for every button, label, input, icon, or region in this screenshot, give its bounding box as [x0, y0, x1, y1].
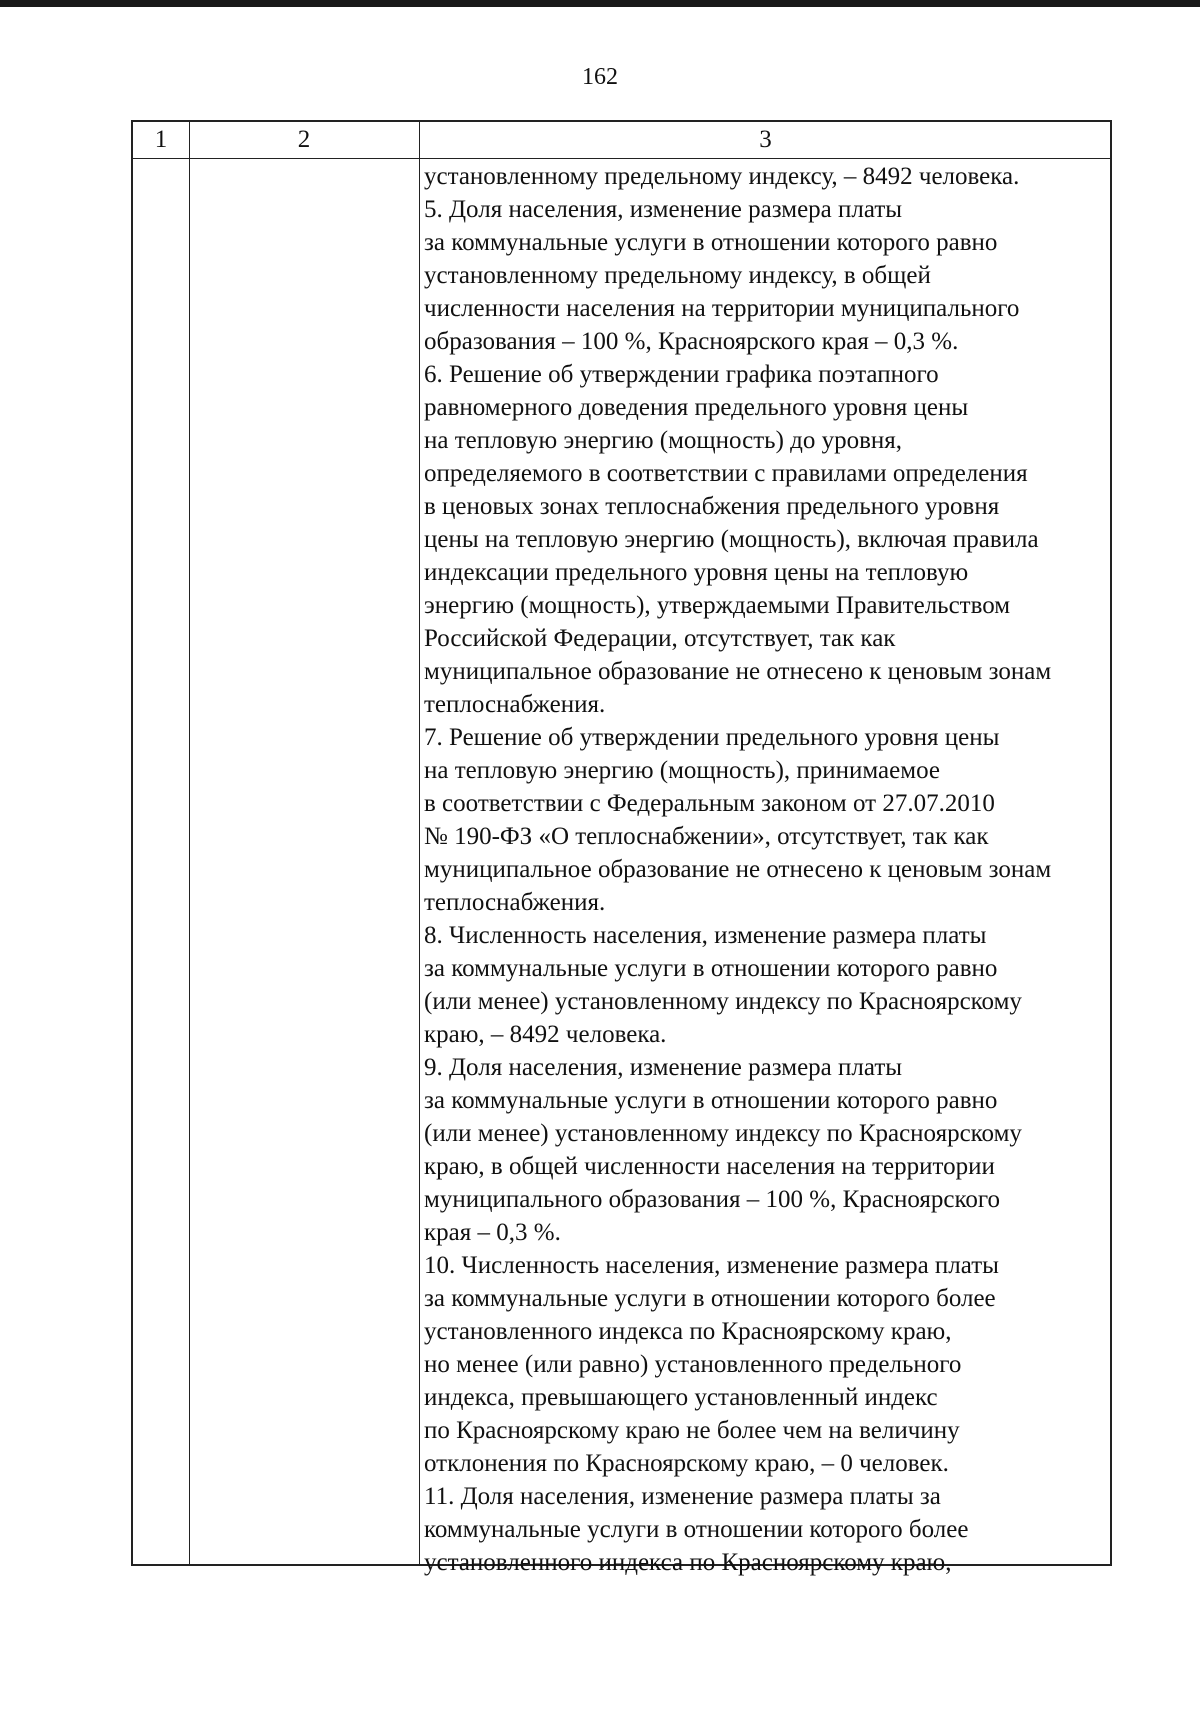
text-line: в ценовых зонах теплоснабжения предельного уровня: [424, 493, 1000, 520]
text-line: за коммунальные услуги в отношении которого равно: [424, 955, 998, 982]
text-line: 5. Доля населения, изменение размера платы: [424, 196, 903, 223]
scan-edge: [0, 0, 1200, 7]
column-header-1: 1: [154, 126, 168, 153]
text-line: № 190-ФЗ «О теплоснабжении», отсутствует, так как: [424, 823, 989, 850]
text-line: по Красноярскому краю не более чем на величину: [424, 1417, 960, 1444]
text-line: установленного индекса по Красноярскому краю,: [424, 1318, 952, 1345]
text-line: установленному предельному индексу, – 8492 человека.: [424, 163, 1020, 190]
text-line: (или менее) установленному индексу по Красноярскому: [424, 1120, 1022, 1147]
text-line: теплоснабжения.: [424, 889, 606, 916]
text-line: энергию (мощность), утверждаемыми Правительством: [424, 592, 1011, 619]
text-line: цены на тепловую энергию (мощность), включая правила: [424, 526, 1039, 553]
text-line: на тепловую энергию (мощность), принимаемое: [424, 757, 940, 784]
text-line: муниципального образования – 100 %, Красноярского: [424, 1186, 1000, 1213]
text-line: муниципальное образование не отнесено к ценовым зонам: [424, 658, 1052, 685]
column-header-2: 2: [297, 126, 311, 153]
text-line: на тепловую энергию (мощность) до уровня,: [424, 427, 903, 454]
column-divider-2: [419, 122, 420, 1564]
text-line: за коммунальные услуги в отношении которого равно: [424, 1087, 998, 1114]
header-divider: [133, 158, 1110, 159]
text-line: индексации предельного уровня цены на тепловую: [424, 559, 969, 586]
column-divider-1: [189, 122, 190, 1564]
document-table: [131, 120, 1112, 1576]
text-line: (или менее) установленному индексу по Красноярскому: [424, 988, 1022, 1015]
text-line: индекса, превышающего установленный индекс: [424, 1384, 938, 1411]
text-line: 7. Решение об утверждении предельного уровня цены: [424, 724, 1000, 751]
text-line: 11. Доля населения, изменение размера платы за: [424, 1483, 941, 1510]
text-line: в соответствии с Федеральным законом от 27.07.2010: [424, 790, 995, 817]
column-3-body: [424, 160, 1114, 1579]
text-line: муниципальное образование не отнесено к ценовым зонам: [424, 856, 1052, 883]
text-line: краю, в общей численности населения на территории: [424, 1153, 995, 1180]
text-line: но менее (или равно) установленного предельного: [424, 1351, 962, 1378]
text-line: определяемого в соответствии с правилами определения: [424, 460, 1028, 487]
text-line: за коммунальные услуги в отношении которого более: [424, 1285, 996, 1312]
text-line: 10. Численность населения, изменение размера платы: [424, 1252, 999, 1279]
text-line: коммунальные услуги в отношении которого более: [424, 1516, 969, 1543]
text-line: установленного индекса по Красноярскому краю,: [424, 1549, 952, 1576]
text-line: за коммунальные услуги в отношении которого равно: [424, 229, 998, 256]
text-line: Российской Федерации, отсутствует, так как: [424, 625, 896, 652]
text-line: отклонения по Красноярскому краю, – 0 человек.: [424, 1450, 949, 1477]
text-line: численности населения на территории муниципального: [424, 295, 1020, 322]
text-line: теплоснабжения.: [424, 691, 606, 718]
text-line: 8. Численность населения, изменение размера платы: [424, 922, 987, 949]
text-line: 6. Решение об утверждении графика поэтапного: [424, 361, 939, 388]
text-line: краю, – 8492 человека.: [424, 1021, 667, 1048]
text-line: равномерного доведения предельного уровня цены: [424, 394, 969, 421]
text-line: установленному предельному индексу, в общей: [424, 262, 931, 289]
page-number: 162: [582, 64, 618, 90]
text-line: образования – 100 %, Красноярского края – 0,3 %.: [424, 328, 959, 355]
text-line: края – 0,3 %.: [424, 1219, 561, 1246]
column-header-3: 3: [759, 126, 772, 153]
text-line: 9. Доля населения, изменение размера платы: [424, 1054, 903, 1081]
